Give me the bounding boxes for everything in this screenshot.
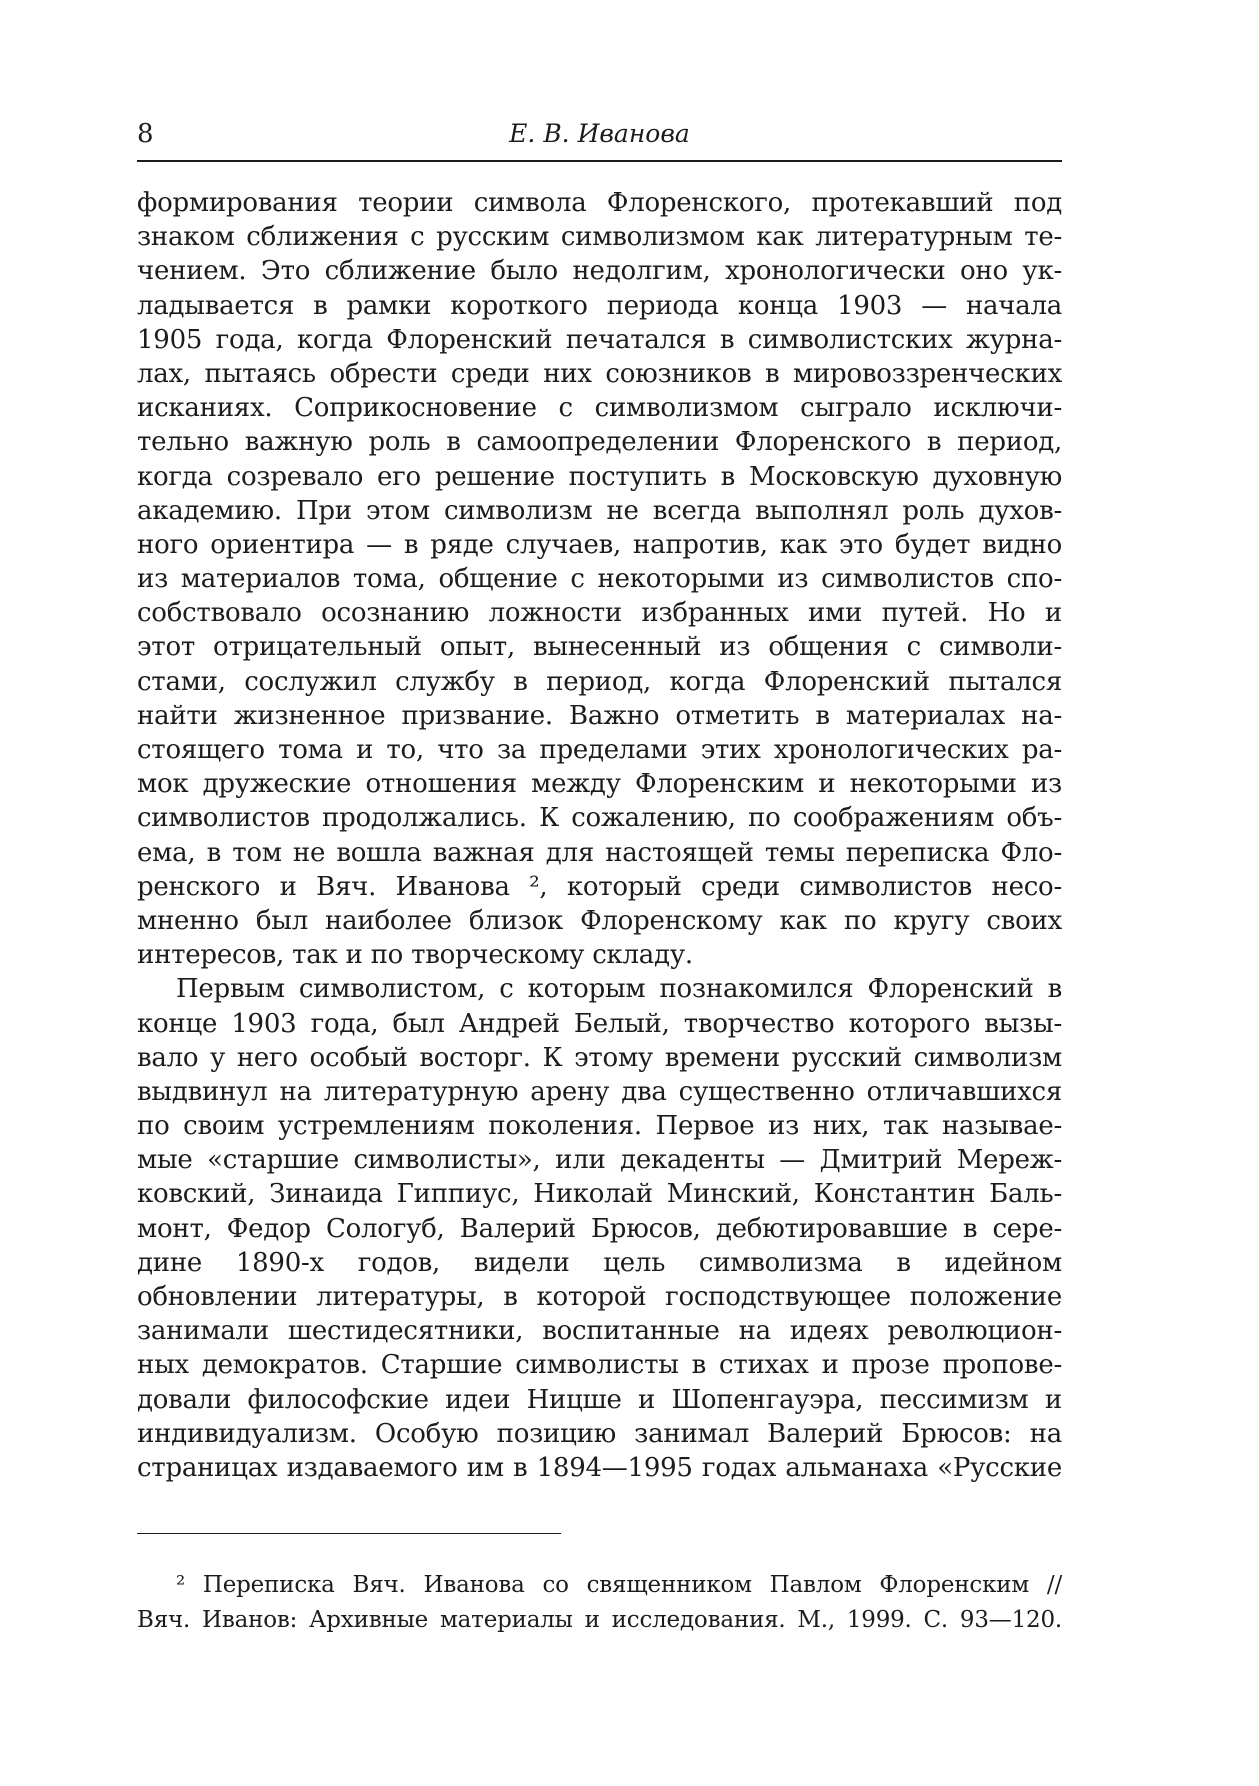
text-line: конце 1903 года, был Андрей Белый, творчество которого вызы- xyxy=(137,1008,1062,1039)
main-text xyxy=(137,186,1062,1485)
text-line: мые «старшие символисты», или декаденты — Дмитрий Мереж- xyxy=(137,1145,1062,1176)
text-line: из материалов тома, общение с некоторыми из символистов спо- xyxy=(137,564,1062,595)
text-line: ковский, Зинаида Гиппиус, Николай Минский, Константин Баль- xyxy=(137,1179,1062,1210)
text-line: чением. Это сближение было недолгим, хронологически оно ук- xyxy=(137,256,1062,287)
text-line: ладывается в рамки короткого периода конца 1903 — начала xyxy=(137,290,1062,321)
text-line: Первым символистом, с которым познакомился Флоренский в xyxy=(176,974,1062,1005)
text-line: тельно важную роль в самоопределении Флоренского в период, xyxy=(137,427,1062,458)
text-line: формирования теории символа Флоренского, протекавший под xyxy=(137,188,1062,218)
text-line: вало у него особый восторг. К этому времени русский символизм xyxy=(137,1042,1062,1073)
text-line: индивидуализм. Особую позицию занимал Валерий Брюсов: на xyxy=(137,1418,1062,1449)
footnotes xyxy=(137,1568,1062,1638)
text-line: мок дружеские отношения между Флоренским и некоторыми из xyxy=(137,769,1062,800)
footnote-line: ² Переписка Вяч. Иванова со священником Павлом Флоренским // xyxy=(176,1572,1062,1598)
footnote-rule xyxy=(137,1533,561,1534)
page-number: 8 xyxy=(137,119,154,149)
text-line: найти жизненное призвание. Важно отметить в материалах на- xyxy=(137,700,1062,731)
text-line: символистов продолжались. К сожалению, по соображениям объ- xyxy=(137,803,1062,834)
text-line: академию. При этом символизм не всегда выполнял роль духов- xyxy=(137,495,1062,526)
running-title: Е. В. Иванова xyxy=(509,119,690,148)
text-line: монт, Федор Сологуб, Валерий Брюсов, дебютировавшие в сере- xyxy=(137,1213,1062,1244)
text-line: ных демократов. Старшие символисты в стихах и прозе пропове- xyxy=(137,1350,1062,1381)
text-line: этот отрицательный опыт, вынесенный из общения с символи- xyxy=(137,632,1062,663)
text-line: стами, сослужил службу в период, когда Флоренский пытался xyxy=(137,666,1062,697)
text-line: исканиях. Соприкосновение с символизмом сыграло исключи- xyxy=(137,393,1062,424)
text-line: когда созревало его решение поступить в Московскую духовную xyxy=(137,461,1062,492)
text-line: по своим устремлениям поколения. Первое из них, так называе- xyxy=(137,1111,1062,1142)
footnote-line: Вяч. Иванов: Архивные материалы и исследования. М., 1999. С. 93—120. xyxy=(137,1607,1062,1633)
text-line: занимали шестидесятники, воспитанные на идеях революцион- xyxy=(137,1316,1062,1347)
text-line: дине 1890-х годов, видели цель символизма в идейном xyxy=(137,1247,1062,1278)
text-line: обновлении литературы, в которой господствующее положение xyxy=(137,1282,1062,1312)
text-line: ема, в том не вошла важная для настоящей темы переписка Фло- xyxy=(137,837,1062,868)
text-line: страницах издаваемого им в 1894—1995 годах альманаха «Русские xyxy=(137,1452,1062,1483)
running-header xyxy=(137,118,1062,154)
text-line: ного ориентира — в ряде случаев, напротив, как это будет видно xyxy=(137,529,1062,560)
text-line: стоящего тома и то, что за пределами этих хронологических ра- xyxy=(137,735,1062,765)
header-rule xyxy=(137,160,1062,162)
text-line: знаком сближения с русским символизмом как литературным те- xyxy=(137,222,1062,253)
text-line: выдвинул на литературную арену два существенно отличавшихся xyxy=(137,1076,1062,1107)
text-line: 1905 года, когда Флоренский печатался в символистских журна- xyxy=(137,324,1062,355)
text-line: собствовало осознанию ложности избранных ими путей. Но и xyxy=(137,598,1062,629)
text-line: мненно был наиболее близок Флоренскому как по кругу своих xyxy=(137,905,1062,936)
text-line: довали философские идеи Ницше и Шопенгауэра, пессимизм и xyxy=(137,1384,1062,1415)
text-line: лах, пытаясь обрести среди них союзников в мировоззренческих xyxy=(137,358,1062,389)
text-line: интересов, так и по творческому складу. xyxy=(137,940,693,971)
text-line: ренского и Вяч. Иванова ², который среди символистов несо- xyxy=(137,871,1062,902)
